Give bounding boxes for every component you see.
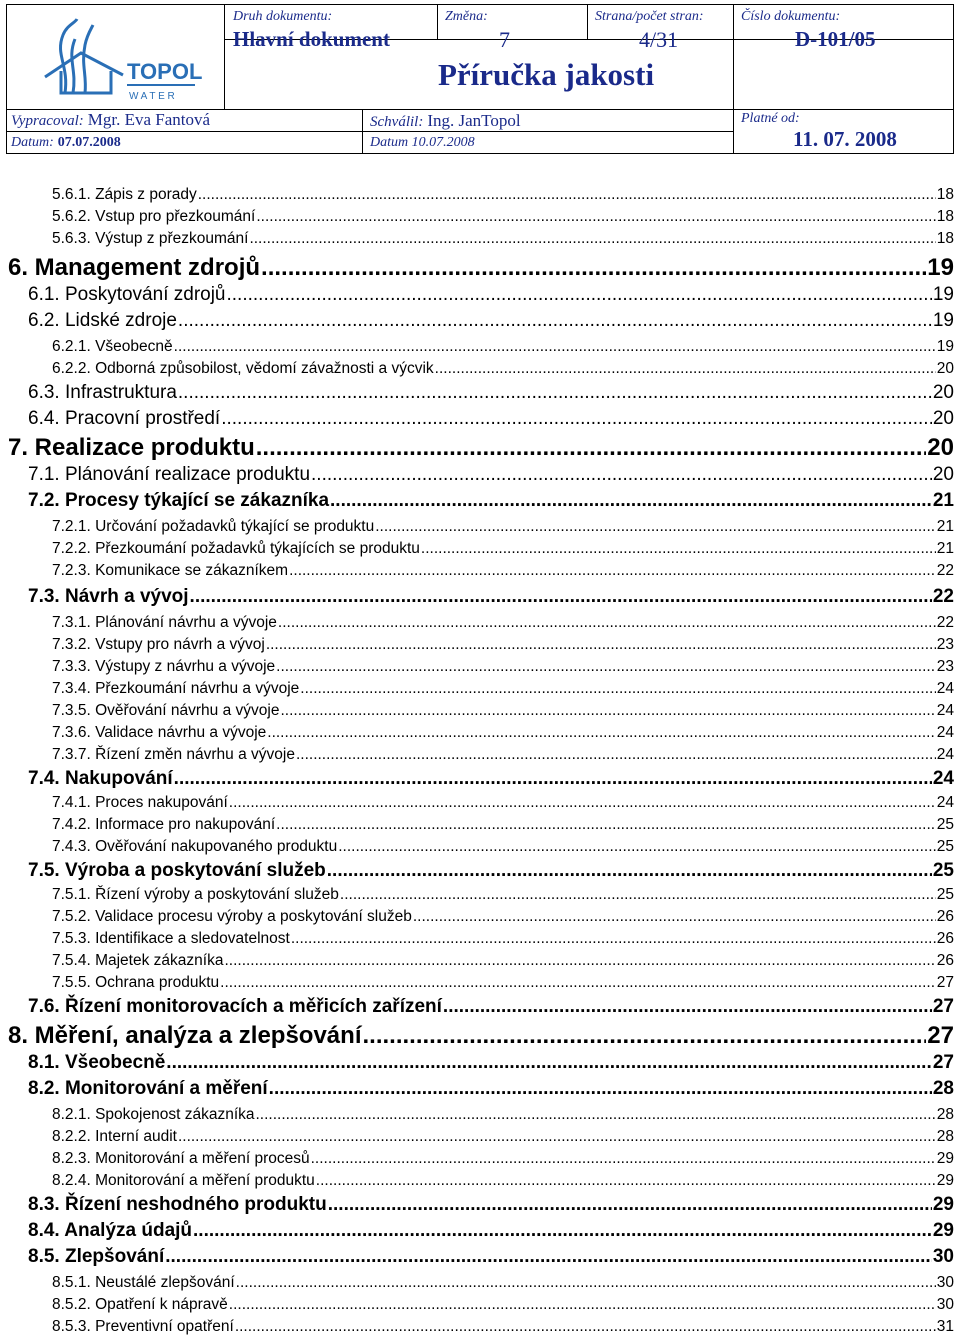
toc-entry[interactable]: 7.5. Výroba a poskytování služeb ..... 25 xyxy=(28,860,954,882)
toc-entry[interactable]: 7.2.3. Komunikace se zákazníkem ..... 22 xyxy=(52,562,954,580)
prepared-date-label: Datum: xyxy=(11,135,54,150)
toc-entry[interactable]: 7.3.3. Výstupy z návrhu a vývoje ..... 23 xyxy=(52,658,954,676)
valid-label: Platné od: xyxy=(741,111,800,126)
toc-entry[interactable]: 8.2.3. Monitorování a měření procesů ..... 29 xyxy=(52,1150,954,1168)
toc-entry[interactable]: 5.6.3. Výstup z přezkoumání ..... 18 xyxy=(52,230,954,248)
approved-label: Schválil: xyxy=(370,114,424,130)
toc-entry[interactable]: 7.4. Nakupování ..... 24 xyxy=(28,768,954,790)
toc-entry[interactable]: 6. Management zdrojů ..... 19 xyxy=(8,254,954,282)
toc-entry[interactable]: 6.2. Lidské zdroje ..... 19 xyxy=(28,310,954,332)
toc-entry[interactable]: 7.3.7. Řízení změn návrhu a vývoje ..... 24 xyxy=(52,746,954,764)
company-logo xyxy=(25,15,205,103)
toc-entry[interactable]: 5.6.1. Zápis z porady ..... 18 xyxy=(52,186,954,204)
toc-entry[interactable]: 8. Měření, analýza a zlepšování ..... 27 xyxy=(8,1022,954,1050)
page-label: Strana/počet stran: xyxy=(595,9,704,24)
toc-entry[interactable]: 7.5.5. Ochrana produktu ..... 27 xyxy=(52,974,954,992)
toc-entry[interactable]: 7.3.6. Validace návrhu a vývoje ..... 24 xyxy=(52,724,954,742)
doc-type-label: Druh dokumentu: xyxy=(233,9,333,24)
toc-entry[interactable]: 7.3.5. Ověřování návrhu a vývoje ..... 24 xyxy=(52,702,954,720)
toc-entry[interactable]: 7. Realizace produktu ..... 20 xyxy=(8,434,954,462)
toc-entry[interactable]: 8.4. Analýza údajů ..... 29 xyxy=(28,1220,954,1242)
logo-text: TOPOL xyxy=(127,59,203,84)
doc-number-label: Číslo dokumentu: xyxy=(741,9,841,24)
toc-entry[interactable]: 7.6. Řízení monitorovacích a měřicích zařízení ..... 27 xyxy=(28,996,954,1018)
document-title: Příručka jakosti xyxy=(437,57,655,92)
change-label: Změna: xyxy=(445,9,488,24)
toc-entry[interactable]: 7.2.1. Určování požadavků týkající se produktu ..... 21 xyxy=(52,518,954,536)
toc-entry[interactable]: 6.3. Infrastruktura ..... 20 xyxy=(28,382,954,404)
toc-entry[interactable]: 8.2.1. Spokojenost zákazníka ..... 28 xyxy=(52,1106,954,1124)
toc-entry[interactable]: 8.5.1. Neustálé zlepšování ..... 30 xyxy=(52,1274,954,1292)
toc-entry[interactable]: 5.6.2. Vstup pro přezkoumání ..... 18 xyxy=(52,208,954,226)
toc-entry[interactable]: 7.3.1. Plánování návrhu a vývoje ..... 22 xyxy=(52,614,954,632)
doc-number-value: D-101/05 xyxy=(795,27,876,51)
toc-entry[interactable]: 8.3. Řízení neshodného produktu ..... 29 xyxy=(28,1194,954,1216)
toc-entry[interactable]: 8.5. Zlepšování ..... 30 xyxy=(28,1246,954,1268)
change-value: 7 xyxy=(499,27,510,52)
toc-entry[interactable]: 7.5.4. Majetek zákazníka ..... 26 xyxy=(52,952,954,970)
toc-entry[interactable]: 6.1. Poskytování zdrojů ..... 19 xyxy=(28,284,954,306)
toc-entry[interactable]: 7.1. Plánování realizace produktu ..... 20 xyxy=(28,464,954,486)
toc-entry[interactable]: 7.4.1. Proces nakupování ..... 24 xyxy=(52,794,954,812)
toc-entry[interactable]: 8.1. Všeobecně ..... 27 xyxy=(28,1052,954,1074)
toc-entry[interactable]: 7.5.3. Identifikace a sledovatelnost ..... 26 xyxy=(52,930,954,948)
toc-entry[interactable]: 7.5.1. Řízení výroby a poskytování služeb ..... 25 xyxy=(52,886,954,904)
page-value: 4/31 xyxy=(639,27,679,52)
toc-entry[interactable]: 8.2. Monitorování a měření ..... 28 xyxy=(28,1078,954,1100)
document-header xyxy=(6,4,954,154)
logo-subtext: W A T E R xyxy=(129,91,175,102)
toc-entry[interactable]: 8.2.4. Monitorování a měření produktu ..... 29 xyxy=(52,1172,954,1190)
toc-entry[interactable]: 6.2.2. Odborná způsobilost, vědomí závažnosti a výcvik ..... 20 xyxy=(52,360,954,378)
doc-type-value: Hlavní dokument xyxy=(233,27,390,51)
prepared-label: Vypracoval: xyxy=(11,113,84,129)
toc-entry[interactable]: 7.3.4. Přezkoumání návrhu a vývoje ..... 24 xyxy=(52,680,954,698)
toc-entry[interactable]: 7.2. Procesy týkající se zákazníka ..... 21 xyxy=(28,490,954,512)
toc-entry[interactable]: 7.4.2. Informace pro nakupování ..... 25 xyxy=(52,816,954,834)
toc-entry[interactable]: 7.3.2. Vstupy pro návrh a vývoj ..... 23 xyxy=(52,636,954,654)
toc-entry[interactable]: 8.2.2. Interní audit ..... 28 xyxy=(52,1128,954,1146)
prepared-value: Mgr. Eva Fantová xyxy=(87,110,211,129)
toc-entry[interactable]: 7.5.2. Validace procesu výroby a poskytování služeb ..... 26 xyxy=(52,908,954,926)
toc-entry[interactable]: 8.5.2. Opatření k nápravě ..... 30 xyxy=(52,1296,954,1314)
toc-entry[interactable]: 6.2.1. Všeobecně ..... 19 xyxy=(52,338,954,356)
prepared-date-value: 07.07.2008 xyxy=(57,135,121,150)
approved-date: Datum 10.07.2008 xyxy=(370,135,475,150)
approved-value: Ing. JanTopol xyxy=(427,111,521,130)
toc-entry[interactable]: 7.2.2. Přezkoumání požadavků týkajících se produktu ..... 21 xyxy=(52,540,954,558)
valid-value: 11. 07. 2008 xyxy=(793,127,897,151)
toc-entry[interactable]: 8.5.3. Preventivní opatření ..... 31 xyxy=(52,1318,954,1336)
toc-entry[interactable]: 7.4.3. Ověřování nakupovaného produktu ..... 25 xyxy=(52,838,954,856)
toc-entry[interactable]: 6.4. Pracovní prostředí ..... 20 xyxy=(28,408,954,430)
toc-entry[interactable]: 7.3. Návrh a vývoj ..... 22 xyxy=(28,586,954,608)
